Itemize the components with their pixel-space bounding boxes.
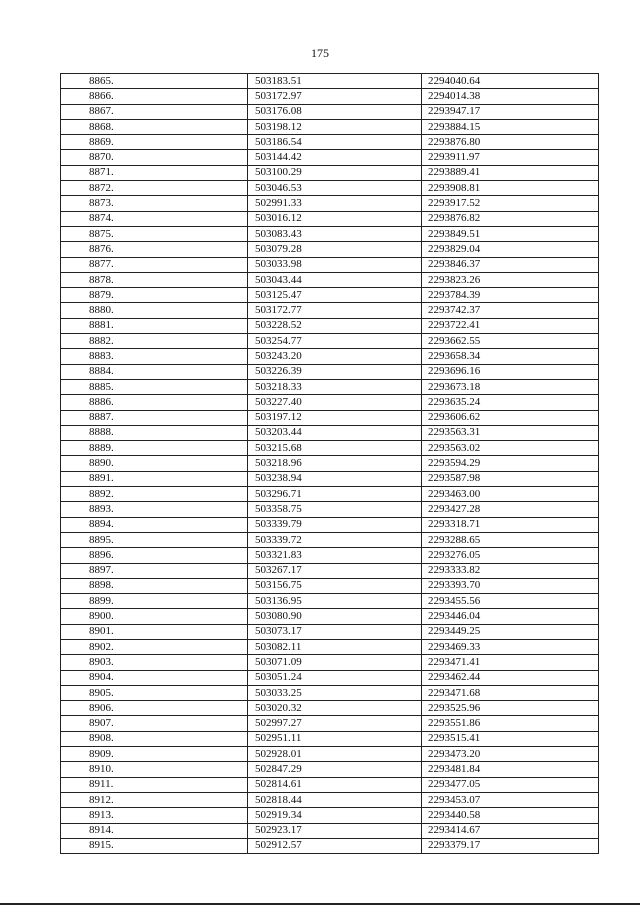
x-coordinate-cell: 503043.44	[248, 272, 422, 287]
x-coordinate-cell: 503238.94	[248, 471, 422, 486]
y-coordinate-cell: 2293635.24	[422, 395, 599, 410]
x-coordinate-cell: 503033.98	[248, 257, 422, 272]
x-coordinate-cell: 503183.51	[248, 74, 422, 89]
table-row	[61, 334, 599, 349]
x-coordinate-cell: 503100.29	[248, 165, 422, 180]
x-coordinate-cell: 503125.47	[248, 288, 422, 303]
table-row	[61, 838, 599, 853]
point-number-cell: 8872.	[61, 181, 248, 196]
table-row	[61, 747, 599, 762]
point-number-cell: 8888.	[61, 425, 248, 440]
y-coordinate-cell: 2293829.04	[422, 242, 599, 257]
x-coordinate-cell: 503358.75	[248, 502, 422, 517]
table-row	[61, 685, 599, 700]
x-coordinate-cell: 502814.61	[248, 777, 422, 792]
y-coordinate-cell: 2293551.86	[422, 716, 599, 731]
y-coordinate-cell: 2293440.58	[422, 808, 599, 823]
y-coordinate-cell: 2293823.26	[422, 272, 599, 287]
table-row	[61, 670, 599, 685]
y-coordinate-cell: 2293276.05	[422, 548, 599, 563]
point-number-cell: 8895.	[61, 532, 248, 547]
point-number-cell: 8909.	[61, 747, 248, 762]
x-coordinate-cell: 503083.43	[248, 226, 422, 241]
x-coordinate-cell: 502951.11	[248, 731, 422, 746]
point-number-cell: 8915.	[61, 838, 248, 853]
y-coordinate-cell: 2293673.18	[422, 379, 599, 394]
x-coordinate-cell: 503073.17	[248, 624, 422, 639]
table-row	[61, 777, 599, 792]
x-coordinate-cell: 503227.40	[248, 395, 422, 410]
y-coordinate-cell: 2293473.20	[422, 747, 599, 762]
point-number-cell: 8903.	[61, 655, 248, 670]
point-number-cell: 8887.	[61, 410, 248, 425]
table-row	[61, 349, 599, 364]
table-row	[61, 762, 599, 777]
table-row	[61, 716, 599, 731]
x-coordinate-cell: 503339.79	[248, 517, 422, 532]
y-coordinate-cell: 2293463.00	[422, 487, 599, 502]
point-number-cell: 8871.	[61, 165, 248, 180]
y-coordinate-cell: 2293446.04	[422, 609, 599, 624]
x-coordinate-cell: 503203.44	[248, 425, 422, 440]
table-row	[61, 364, 599, 379]
x-coordinate-cell: 502991.33	[248, 196, 422, 211]
point-number-cell: 8912.	[61, 792, 248, 807]
x-coordinate-cell: 503197.12	[248, 410, 422, 425]
point-number-cell: 8891.	[61, 471, 248, 486]
point-number-cell: 8873.	[61, 196, 248, 211]
point-number-cell: 8875.	[61, 226, 248, 241]
x-coordinate-cell: 503215.68	[248, 441, 422, 456]
y-coordinate-cell: 2293563.02	[422, 441, 599, 456]
y-coordinate-cell: 2294040.64	[422, 74, 599, 89]
table-row	[61, 639, 599, 654]
point-number-cell: 8880.	[61, 303, 248, 318]
y-coordinate-cell: 2294014.38	[422, 89, 599, 104]
y-coordinate-cell: 2293393.70	[422, 578, 599, 593]
table-row	[61, 196, 599, 211]
point-number-cell: 8896.	[61, 548, 248, 563]
point-number-cell: 8899.	[61, 594, 248, 609]
point-number-cell: 8902.	[61, 639, 248, 654]
y-coordinate-cell: 2293889.41	[422, 165, 599, 180]
point-number-cell: 8913.	[61, 808, 248, 823]
table-row	[61, 624, 599, 639]
table-row	[61, 89, 599, 104]
point-number-cell: 8881.	[61, 318, 248, 333]
y-coordinate-cell: 2293471.41	[422, 655, 599, 670]
y-coordinate-cell: 2293947.17	[422, 104, 599, 119]
x-coordinate-cell: 503172.77	[248, 303, 422, 318]
x-coordinate-cell: 502847.29	[248, 762, 422, 777]
y-coordinate-cell: 2293318.71	[422, 517, 599, 532]
y-coordinate-cell: 2293449.25	[422, 624, 599, 639]
table-row	[61, 74, 599, 89]
point-number-cell: 8869.	[61, 135, 248, 150]
y-coordinate-cell: 2293379.17	[422, 838, 599, 853]
x-coordinate-cell: 503198.12	[248, 119, 422, 134]
y-coordinate-cell: 2293696.16	[422, 364, 599, 379]
y-coordinate-cell: 2293471.68	[422, 685, 599, 700]
y-coordinate-cell: 2293288.65	[422, 532, 599, 547]
x-coordinate-cell: 503321.83	[248, 548, 422, 563]
table-row	[61, 487, 599, 502]
point-number-cell: 8889.	[61, 441, 248, 456]
x-coordinate-cell: 503218.33	[248, 379, 422, 394]
x-coordinate-cell: 503080.90	[248, 609, 422, 624]
y-coordinate-cell: 2293784.39	[422, 288, 599, 303]
table-row	[61, 609, 599, 624]
y-coordinate-cell: 2293333.82	[422, 563, 599, 578]
y-coordinate-cell: 2293453.07	[422, 792, 599, 807]
point-number-cell: 8910.	[61, 762, 248, 777]
point-number-cell: 8868.	[61, 119, 248, 134]
table-row	[61, 456, 599, 471]
table-row	[61, 441, 599, 456]
point-number-cell: 8866.	[61, 89, 248, 104]
table-row	[61, 226, 599, 241]
x-coordinate-cell: 503339.72	[248, 532, 422, 547]
table-row	[61, 242, 599, 257]
x-coordinate-cell: 503296.71	[248, 487, 422, 502]
table-row	[61, 517, 599, 532]
y-coordinate-cell: 2293908.81	[422, 181, 599, 196]
table-row	[61, 655, 599, 670]
table-row	[61, 410, 599, 425]
table-row	[61, 792, 599, 807]
point-number-cell: 8884.	[61, 364, 248, 379]
y-coordinate-cell: 2293594.29	[422, 456, 599, 471]
point-number-cell: 8894.	[61, 517, 248, 532]
y-coordinate-cell: 2293722.41	[422, 318, 599, 333]
point-number-cell: 8877.	[61, 257, 248, 272]
x-coordinate-cell: 503156.75	[248, 578, 422, 593]
x-coordinate-cell: 502928.01	[248, 747, 422, 762]
point-number-cell: 8886.	[61, 395, 248, 410]
y-coordinate-cell: 2293477.05	[422, 777, 599, 792]
x-coordinate-cell: 503267.17	[248, 563, 422, 578]
table-row	[61, 701, 599, 716]
table-row	[61, 578, 599, 593]
table-row	[61, 808, 599, 823]
x-coordinate-cell: 503016.12	[248, 211, 422, 226]
x-coordinate-cell: 503033.25	[248, 685, 422, 700]
table-row	[61, 181, 599, 196]
table-row	[61, 150, 599, 165]
point-number-cell: 8904.	[61, 670, 248, 685]
y-coordinate-cell: 2293849.51	[422, 226, 599, 241]
y-coordinate-cell: 2293481.84	[422, 762, 599, 777]
x-coordinate-cell: 502919.34	[248, 808, 422, 823]
y-coordinate-cell: 2293876.80	[422, 135, 599, 150]
point-number-cell: 8867.	[61, 104, 248, 119]
point-number-cell: 8897.	[61, 563, 248, 578]
x-coordinate-cell: 503176.08	[248, 104, 422, 119]
y-coordinate-cell: 2293917.52	[422, 196, 599, 211]
x-coordinate-cell: 503218.96	[248, 456, 422, 471]
y-coordinate-cell: 2293469.33	[422, 639, 599, 654]
x-coordinate-cell: 502818.44	[248, 792, 422, 807]
x-coordinate-cell: 503071.09	[248, 655, 422, 670]
x-coordinate-cell: 503226.39	[248, 364, 422, 379]
point-number-cell: 8865.	[61, 74, 248, 89]
x-coordinate-cell: 503254.77	[248, 334, 422, 349]
y-coordinate-cell: 2293414.67	[422, 823, 599, 838]
table-row	[61, 119, 599, 134]
x-coordinate-cell: 502912.57	[248, 838, 422, 853]
point-number-cell: 8911.	[61, 777, 248, 792]
point-number-cell: 8893.	[61, 502, 248, 517]
table-row	[61, 395, 599, 410]
point-number-cell: 8908.	[61, 731, 248, 746]
y-coordinate-cell: 2293876.82	[422, 211, 599, 226]
point-number-cell: 8883.	[61, 349, 248, 364]
table-row	[61, 257, 599, 272]
y-coordinate-cell: 2293462.44	[422, 670, 599, 685]
x-coordinate-cell: 503136.95	[248, 594, 422, 609]
table-row	[61, 471, 599, 486]
table-row	[61, 288, 599, 303]
point-number-cell: 8914.	[61, 823, 248, 838]
table-row	[61, 135, 599, 150]
point-number-cell: 8892.	[61, 487, 248, 502]
x-coordinate-cell: 503228.52	[248, 318, 422, 333]
y-coordinate-cell: 2293911.97	[422, 150, 599, 165]
point-number-cell: 8874.	[61, 211, 248, 226]
point-number-cell: 8890.	[61, 456, 248, 471]
y-coordinate-cell: 2293662.55	[422, 334, 599, 349]
table-row	[61, 303, 599, 318]
table-row	[61, 563, 599, 578]
point-number-cell: 8870.	[61, 150, 248, 165]
y-coordinate-cell: 2293884.15	[422, 119, 599, 134]
table-row	[61, 318, 599, 333]
point-number-cell: 8900.	[61, 609, 248, 624]
x-coordinate-cell: 503144.42	[248, 150, 422, 165]
x-coordinate-cell: 503051.24	[248, 670, 422, 685]
y-coordinate-cell: 2293515.41	[422, 731, 599, 746]
y-coordinate-cell: 2293658.34	[422, 349, 599, 364]
table-row	[61, 502, 599, 517]
y-coordinate-cell: 2293606.62	[422, 410, 599, 425]
table-row	[61, 594, 599, 609]
y-coordinate-cell: 2293525.96	[422, 701, 599, 716]
x-coordinate-cell: 503186.54	[248, 135, 422, 150]
point-number-cell: 8882.	[61, 334, 248, 349]
table-row	[61, 532, 599, 547]
y-coordinate-cell: 2293455.56	[422, 594, 599, 609]
y-coordinate-cell: 2293427.28	[422, 502, 599, 517]
table-row	[61, 548, 599, 563]
table-row	[61, 823, 599, 838]
table-row	[61, 272, 599, 287]
x-coordinate-cell: 502923.17	[248, 823, 422, 838]
x-coordinate-cell: 503243.20	[248, 349, 422, 364]
table-row	[61, 731, 599, 746]
point-number-cell: 8885.	[61, 379, 248, 394]
y-coordinate-cell: 2293846.37	[422, 257, 599, 272]
point-number-cell: 8876.	[61, 242, 248, 257]
y-coordinate-cell: 2293563.31	[422, 425, 599, 440]
point-number-cell: 8879.	[61, 288, 248, 303]
table-row	[61, 211, 599, 226]
y-coordinate-cell: 2293742.37	[422, 303, 599, 318]
x-coordinate-cell: 502997.27	[248, 716, 422, 731]
x-coordinate-cell: 503079.28	[248, 242, 422, 257]
table-row	[61, 104, 599, 119]
table-row	[61, 165, 599, 180]
x-coordinate-cell: 503046.53	[248, 181, 422, 196]
point-number-cell: 8907.	[61, 716, 248, 731]
x-coordinate-cell: 503020.32	[248, 701, 422, 716]
table-row	[61, 425, 599, 440]
coordinates-table	[60, 73, 599, 854]
point-number-cell: 8878.	[61, 272, 248, 287]
coordinates-table-body	[61, 74, 599, 854]
page-number: 175	[311, 46, 329, 60]
x-coordinate-cell: 503082.11	[248, 639, 422, 654]
x-coordinate-cell: 503172.97	[248, 89, 422, 104]
point-number-cell: 8898.	[61, 578, 248, 593]
point-number-cell: 8901.	[61, 624, 248, 639]
y-coordinate-cell: 2293587.98	[422, 471, 599, 486]
table-row	[61, 379, 599, 394]
point-number-cell: 8905.	[61, 685, 248, 700]
point-number-cell: 8906.	[61, 701, 248, 716]
